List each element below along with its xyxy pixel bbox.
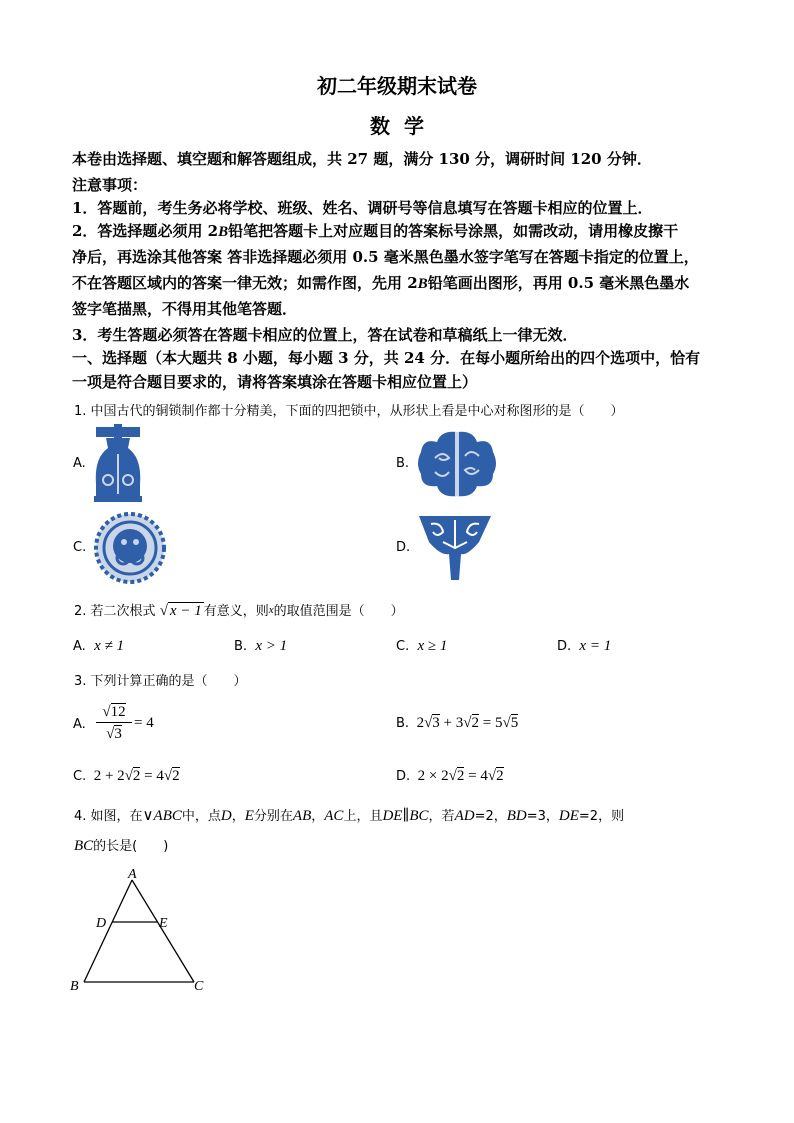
exam-summary: 本卷由选择题、填空题和解答题组成，共 27 题，满分 130 分，调研时间 120 分钟． [72, 150, 652, 168]
d-r1: 2 [456, 768, 465, 784]
exam-title: 初二年级期末试卷 [317, 74, 477, 98]
q4-line2-b: 的长是( ) [93, 839, 169, 854]
q3-option-a-label: A. [73, 717, 86, 732]
q2-option-b-expr: x > 1 [255, 638, 288, 654]
note-2-line-2: 净后，再选涂其他答案 答非选择题必须用 0.5 毫米黑色墨水签字笔写在答题卡指定的位置上， [72, 248, 699, 266]
q2-option-d [557, 638, 611, 655]
q4-stem-line-1 [74, 805, 624, 825]
q2-stem-a: 2. 若二次根式 [74, 604, 156, 619]
note-2-line-3-a: 不在答题区域内的答案一律无效；如需作图，先用 2 [72, 274, 418, 292]
num-radicand: 12 [110, 704, 126, 720]
note-3: 3．考生答题必须答在答题卡相应的位置上，答在试卷和草稿纸上一律无效． [72, 326, 578, 344]
point-d-label: D [96, 916, 107, 931]
note-2-b-letter: B [218, 224, 229, 240]
q4-e: E [244, 808, 254, 824]
q4-ad: AD [454, 808, 475, 824]
q4-e-text: ，若 [428, 809, 455, 824]
q1-option-a-label: A. [73, 456, 86, 471]
q2-option-b [234, 638, 287, 655]
q2-radicand: x − 1 [169, 603, 202, 619]
q4-ac: AC [324, 808, 344, 824]
c-eq: = 4 [144, 768, 164, 784]
den-radicand: 3 [114, 726, 122, 742]
note-2-line-3 [72, 270, 732, 297]
q4-debc: DE∥BC [382, 808, 429, 824]
q4-de: DE [558, 808, 579, 824]
sqrt-sign: √ [124, 768, 133, 784]
q2-option-c-label: C. [396, 639, 410, 654]
q3-option-a-rhs: = 4 [134, 715, 154, 731]
q4-bc: BC [74, 838, 94, 854]
q2-stem-b: 有意义，则 [203, 604, 269, 619]
fraction-denominator [96, 723, 132, 745]
notice-heading: 注意事项： [72, 176, 148, 194]
note-2-line-1 [72, 218, 732, 245]
sqrt-sign: √ [163, 768, 173, 784]
vertex-c-label: C [194, 979, 204, 994]
round-lock-icon [92, 512, 168, 584]
q3-option-c [73, 768, 180, 785]
q4-bd: BD [506, 808, 527, 824]
q2-option-a-expr: x ≠ 1 [94, 638, 124, 654]
triangle-figure [66, 866, 216, 996]
b-op: + 3 [443, 715, 464, 731]
sqrt-sign: √ [448, 768, 457, 784]
q2-option-a-label: A. [73, 639, 86, 654]
cloud-lock-icon [415, 428, 499, 500]
vase-lock-icon [88, 424, 148, 504]
sqrt-sign: √ [159, 603, 168, 619]
subject-title: 数学 [370, 114, 438, 138]
c-r2: 2 [172, 768, 180, 784]
q3-option-b [396, 715, 518, 732]
b-p1: 2 [416, 715, 425, 731]
d-r2: 2 [496, 768, 504, 784]
note-2-b: 铅笔把答题卡上对应题目的答案标号涂黑，如需改动，请用橡皮擦干 [228, 222, 679, 240]
note-1: 1．答题前，考生务必将学校、班级、姓名、调研号等信息填写在答题卡相应的位置上． [72, 199, 653, 217]
sqrt-sign: √ [106, 726, 115, 742]
b-r2: 2 [471, 715, 479, 731]
q1-option-c-label: C. [73, 540, 87, 555]
section-1-heading-line-2: 一项是符合题目要求的，请将答案填涂在答题卡相应位置上） [72, 373, 478, 391]
q4-c: 分别在 [253, 809, 293, 824]
sqrt-sign: √ [502, 715, 511, 731]
q1-stem: 1. 中国古代的铜锁制作都十分精美，下面的四把锁中，从形状上看是中心对称图形的是（ ） [74, 404, 624, 419]
q4-bd-val: =3， [526, 809, 559, 824]
q2-option-c [396, 638, 447, 655]
q4-ad-val: =2， [474, 809, 507, 824]
fraction-numerator [96, 702, 132, 723]
d-p1: 2 × 2 [417, 768, 449, 784]
note-2-line-3-b: 铅笔画出图形，再用 0.5 毫米黑色墨水 [427, 274, 690, 292]
side-ab [84, 880, 132, 982]
note-2-line-4: 签字笔描黑，不得用其他笔答题． [72, 300, 298, 318]
q1-option-d-label: D. [396, 540, 411, 555]
q4-de-val: =2，则 [578, 809, 625, 824]
q1-option-b-label: B. [396, 456, 410, 471]
q2-stem-c: 的取值范围是（ ） [273, 604, 404, 619]
q4-b: 中，点 [181, 809, 221, 824]
sqrt-sign: √ [102, 704, 111, 720]
q2-var: x [268, 604, 274, 616]
q3-option-d-label: D. [396, 769, 411, 784]
q2-option-b-label: B. [234, 639, 248, 654]
q2-stem [74, 600, 404, 620]
q3-option-b-label: B. [396, 716, 410, 731]
c-p1: 2 + 2 [93, 768, 125, 784]
note-2-line-3-letter: B [417, 276, 428, 292]
vertex-b-label: B [70, 979, 79, 994]
q4-d-text: 上，且 [343, 809, 383, 824]
note-2-a: 2．答选择题必须用 2 [72, 222, 219, 240]
q4-d: D [220, 808, 232, 824]
q2-option-a [73, 638, 124, 655]
q3-stem: 3. 下列计算正确的是（ ） [74, 674, 247, 689]
q4-sep2: ， [311, 809, 325, 824]
q2-option-c-expr: x ≥ 1 [417, 638, 448, 654]
q3-option-c-label: C. [73, 769, 87, 784]
q4-a: 4. 如图，在 [74, 809, 143, 824]
section-1-heading-line-1: 一、选择题（本大题共 8 小题，每小题 3 分，共 24 分．在每小题所给出的四个选项中，恰有 [72, 349, 701, 367]
sqrt-sign: √ [424, 715, 433, 731]
triangle-lock-icon [417, 512, 493, 582]
q4-ab: AB [292, 808, 312, 824]
vertex-a-label: A [128, 867, 137, 882]
b-r1: 3 [432, 715, 440, 731]
side-ac [132, 880, 194, 982]
q3-option-a-fraction [96, 702, 132, 745]
sqrt-sign: √ [487, 768, 497, 784]
point-e-label: E [159, 916, 168, 931]
d-eq: = 4 [468, 768, 488, 784]
q4-stem-line-2 [74, 835, 168, 855]
q3-option-d [396, 768, 504, 785]
b-eq: = 5 [482, 715, 503, 731]
q4-sep1: ， [231, 809, 245, 824]
q2-option-d-label: D. [557, 639, 572, 654]
sqrt-sign: √ [463, 715, 472, 731]
q2-option-d-expr: x = 1 [579, 638, 612, 654]
q4-tri: ∨ABC [142, 808, 182, 824]
c-r1: 2 [132, 768, 141, 784]
b-r3: 5 [510, 715, 519, 731]
